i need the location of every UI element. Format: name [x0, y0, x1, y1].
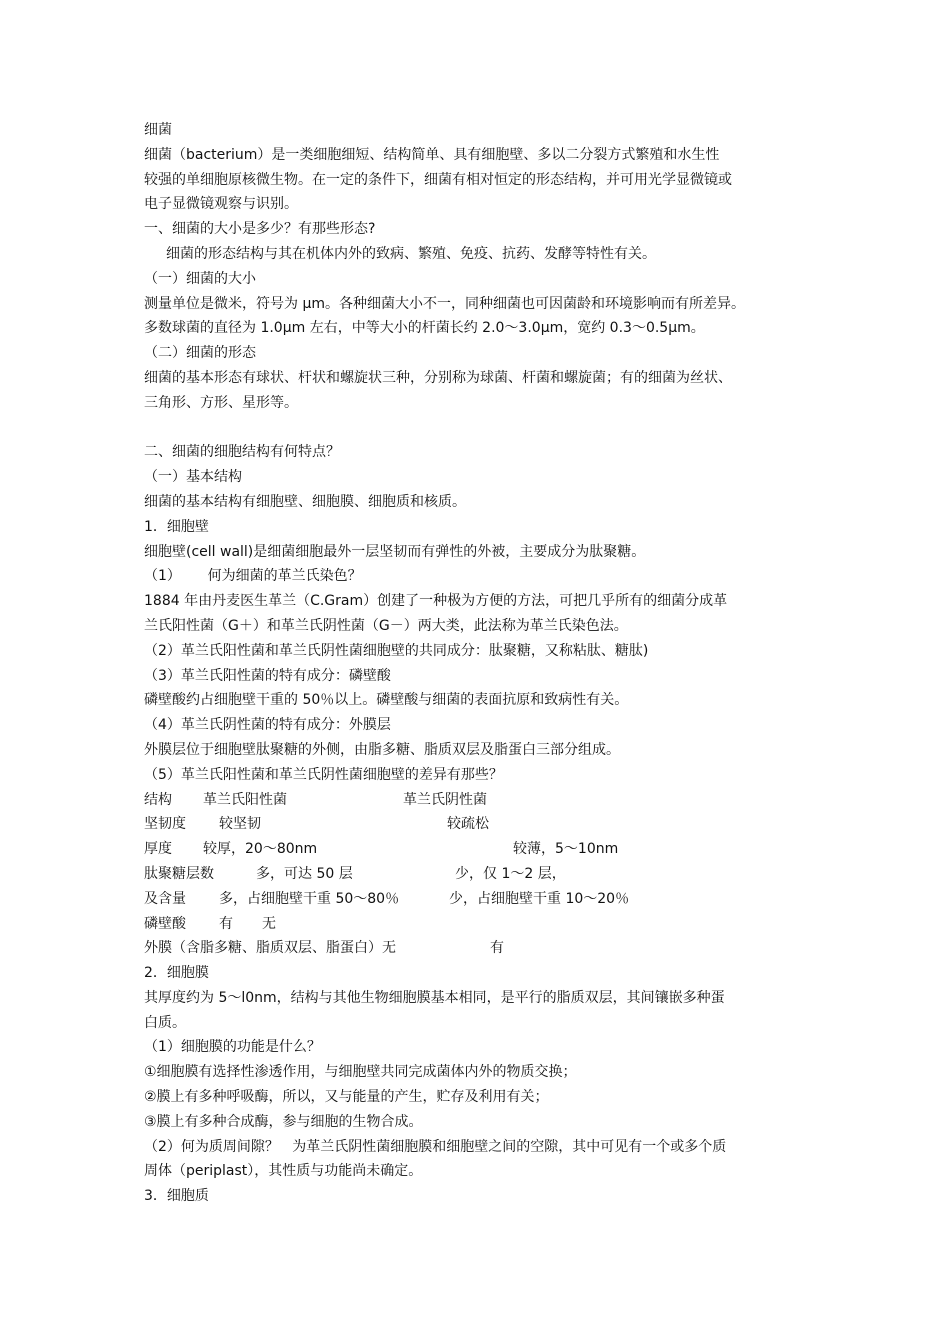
- table-cell: 较坚韧: [219, 816, 261, 833]
- blank-line: [144, 416, 816, 441]
- table-cell: 多，可达 50 层: [256, 865, 353, 882]
- paragraph-line: 磷壁酸约占细胞壁干重的 50％以上。磷壁酸与细菌的表面抗原和致病性有关。: [144, 692, 629, 709]
- question: （3）革兰氏阳性菌的特有成分：磷壁酸: [144, 667, 391, 684]
- paragraph-line: 三角形、方形、星形等。: [144, 394, 298, 411]
- intro-line: 电子显微镜观察与识别。: [144, 196, 298, 213]
- paragraph-line: 细胞壁(cell wall)是细菌细胞最外一层坚韧而有弹性的外被，主要成分为肽聚糖。: [144, 543, 646, 560]
- subheading: （二）细菌的形态: [144, 345, 256, 362]
- table-row: [144, 936, 816, 961]
- paragraph-line: 其厚度约为 5～l0nm，结构与其他生物细胞膜基本相同，是平行的脂质双层，其间镶嵌多种蛋: [144, 989, 725, 1006]
- list-item: ①细胞膜有选择性渗透作用，与细胞壁共同完成菌体内外的物质交换；: [144, 1064, 577, 1081]
- table-cell: 有: [219, 915, 233, 932]
- table-cell: 少，占细胞壁干重 10～20％: [449, 890, 630, 907]
- paragraph-line: 多数球菌的直径为 1.0μm 左右，中等大小的杆菌长约 2.0～3.0μm，宽约 0.3～0.5μm。: [144, 320, 705, 337]
- question: （2）革兰氏阳性菌和革兰氏阴性菌细胞壁的共同成分：肽聚糖，又称粘肽、糖肽): [144, 642, 649, 659]
- table-cell: 无: [262, 915, 276, 932]
- table-row: [144, 862, 816, 887]
- subheading: （一）细菌的大小: [144, 270, 256, 287]
- table-cell: 革兰氏阴性菌: [403, 791, 487, 808]
- table-row: [144, 912, 816, 937]
- table-cell: 较疏松: [447, 816, 489, 833]
- question: （5）革兰氏阳性菌和革兰氏阴性菌细胞壁的差异有那些？: [144, 766, 503, 783]
- table-cell: 有: [490, 940, 504, 957]
- paragraph-line: 细菌的基本形态有球状、杆状和螺旋状三种，分别称为球菌、杆菌和螺旋菌；有的细菌为丝状、: [144, 369, 732, 386]
- table-row: [144, 812, 816, 837]
- question: （1）细胞膜的功能是什么？: [144, 1039, 321, 1056]
- table-row: [144, 837, 816, 862]
- table-cell: 磷壁酸: [144, 915, 186, 932]
- paragraph-line: 测量单位是微米，符号为 μm。各种细菌大小不一，同种细菌也可因菌龄和环境影响而有所差异。: [144, 295, 745, 312]
- table-cell: 结构: [144, 791, 172, 808]
- doc-title: 细菌: [144, 122, 172, 138]
- table-cell: 坚韧度: [144, 816, 186, 833]
- table-cell: 厚度: [144, 841, 172, 858]
- table-cell: 多，占细胞壁干重 50～80％: [219, 890, 400, 907]
- table-cell: 少，仅 1～2 层，: [455, 865, 566, 882]
- paragraph-line: 兰氏阳性菌（G＋）和革兰氏阴性菌（G－）两大类，此法称为革兰氏染色法。: [144, 617, 628, 634]
- paragraph-line: 周体（periplast），其性质与功能尚未确定。: [144, 1163, 423, 1180]
- question: （1） 何为细菌的革兰氏染色？: [144, 568, 362, 585]
- table-row: [144, 887, 816, 912]
- section-lead: 细菌的形态结构与其在机体内外的致病、繁殖、免疫、抗药、发酵等特性有关。: [166, 245, 656, 262]
- table-cell: 较厚，20～80nm: [203, 841, 318, 858]
- intro-line: 细菌（bacterium）是一类细胞细短、结构简单、具有细胞壁、多以二分裂方式繁殖和水生性: [144, 146, 720, 163]
- table-cell: 较薄，5～10nm: [513, 841, 619, 858]
- paragraph-line: 外膜层位于细胞壁肽聚糖的外侧，由脂多糖、脂质双层及脂蛋白三部分组成。: [144, 741, 620, 758]
- section-heading: 一、细菌的大小是多少？有那些形态?: [144, 221, 376, 238]
- section-heading: 二、细菌的细胞结构有何特点？: [144, 444, 340, 461]
- subheading: 2．细胞膜: [144, 965, 209, 982]
- table-cell: 外膜（含脂多糖、脂质双层、脂蛋白）无: [144, 940, 396, 957]
- table-cell: 肽聚糖层数: [144, 865, 214, 882]
- paragraph-line: 1884 年由丹麦医生革兰（C.Gram）创建了一种极为方便的方法，可把几乎所有的细菌分成革: [144, 593, 728, 610]
- subheading: 3．细胞质: [144, 1188, 209, 1205]
- question: （4）革兰氏阴性菌的特有成分：外膜层: [144, 717, 391, 734]
- question: （2）何为质周间隙？ 为革兰氏阴性菌细胞膜和细胞壁之间的空隙，其中可见有一个或多个质: [144, 1138, 727, 1155]
- document-page: [144, 118, 816, 1209]
- subheading: （一）基本结构: [144, 469, 242, 486]
- subheading: 1．细胞壁: [144, 518, 209, 535]
- table-cell: 及含量: [144, 890, 186, 907]
- list-item: ③膜上有多种合成酶，参与细胞的生物合成。: [144, 1113, 423, 1130]
- list-item: ②膜上有多种呼吸酶，所以，又与能量的产生，贮存及利用有关；: [144, 1089, 549, 1106]
- comparison-table: [144, 788, 816, 962]
- table-header-row: [144, 788, 816, 813]
- paragraph-line: 细菌的基本结构有细胞壁、细胞膜、细胞质和核质。: [144, 493, 466, 510]
- paragraph-line: 白质。: [144, 1014, 186, 1031]
- intro-line: 较强的单细胞原核微生物。在一定的条件下，细菌有相对恒定的形态结构，并可用光学显微镜或: [144, 171, 732, 188]
- table-cell: 革兰氏阳性菌: [203, 791, 287, 808]
